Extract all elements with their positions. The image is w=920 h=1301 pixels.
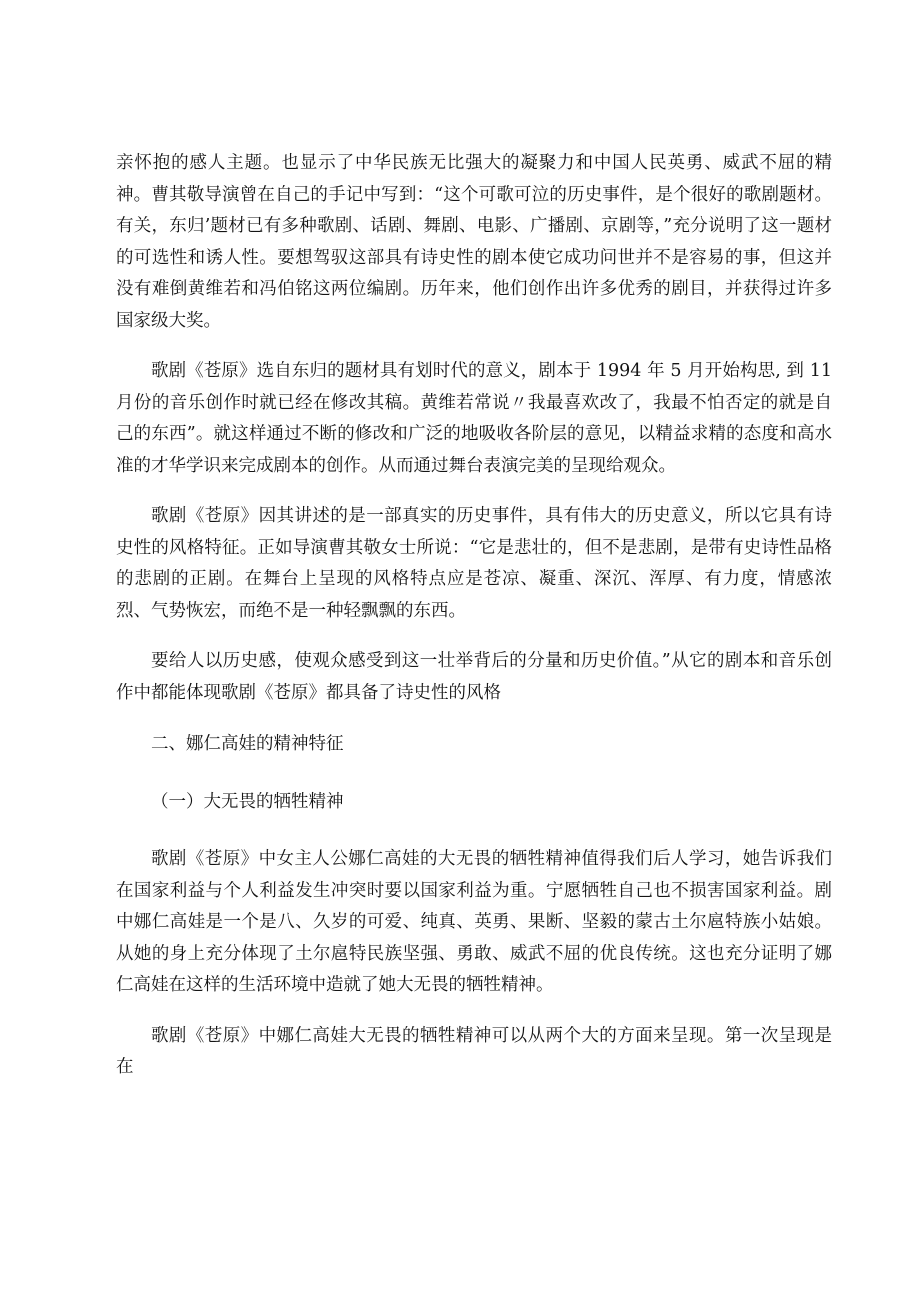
paragraph-4: 要给人以历史感，使观众感受到这一壮举背后的分量和历史价值。”从它的剧本和音乐创作中都能体现歌剧《苍原》都具备了诗史性的风格 [116,651,832,703]
section-heading: 二、娜仁高娃的精神特征 [151,734,344,754]
subsection-heading: （一）大无畏的牺牲精神 [151,791,344,812]
paragraph-6: 歌剧《苍原》中娜仁高娃大无畏的牺牲精神可以从两个大的方面来呈现。第一次呈现是在 [116,1025,832,1077]
paragraph-2: 歌剧《苍原》选自东归的题材具有划时代的意义，剧本于 1994 年 5 月开始构思, 到 11 月份的音乐创作时就已经在修改其稿。黄维若常说〃我最喜欢改了，我最不怕否定的就是自己的东西”。就这样通过不断的修改和广泛的地吸收各阶层的意见，以精益求精的态度和高水准的才华学识来完成剧本的创作。从而通过舞台表演完美的呈现给观众。 [116,361,832,476]
paragraph-5: 歌剧《苍原》中女主人公娜仁高娃的大无畏的牺牲精神值得我们后人学习，她告诉我们在国家利益与个人利益发生冲突时要以国家利益为重。宁愿牺牲自己也不损害国家利益。剧中娜仁高娃是一个是八、久岁的可爱、纯真、英勇、果断、坚毅的蒙古土尔扈特族小姑娘。从她的身上充分体现了土尔扈特民族坚强、勇敢、威武不屈的优良传统。这也充分证明了娜仁高娃在这样的生活环境中造就了她大无畏的牺牲精神。 [116,849,832,995]
paragraph-1: 亲怀抱的感人主题。也显示了中华民族无比强大的凝聚力和中国人民英勇、威武不屈的精神。曹其敬导演曾在自己的手记中写到：“这个可歌可泣的历史事件，是个很好的歌剧题材。有关，东归’题材已有多种歌剧、话剧、舞剧、电影、广播剧、京剧等，”充分说明了这一题材的可选性和诱人性。要想驾驭这部具有诗史性的剧本使它成功问世并不是容易的事，但这并没有难倒黄维若和冯伯铭这两位编剧。历年来，他们创作出许多优秀的剧目，并获得过许多国家级大奖。 [116,153,832,331]
document-page [116,148,832,1084]
paragraph-3: 歌剧《苍原》因其讲述的是一部真实的历史事件，具有伟大的历史意义，所以它具有诗史性的风格特征。正如导演曹其敬女士所说：“它是悲壮的，但不是悲剧，是带有史诗性品格的悲剧的正剧。在舞台上呈现的风格特点应是苍凉、凝重、深沉、浑厚、有力度，情感浓烈、气势恢宏，而绝不是一种轻飘飘的东西。 [116,506,832,621]
